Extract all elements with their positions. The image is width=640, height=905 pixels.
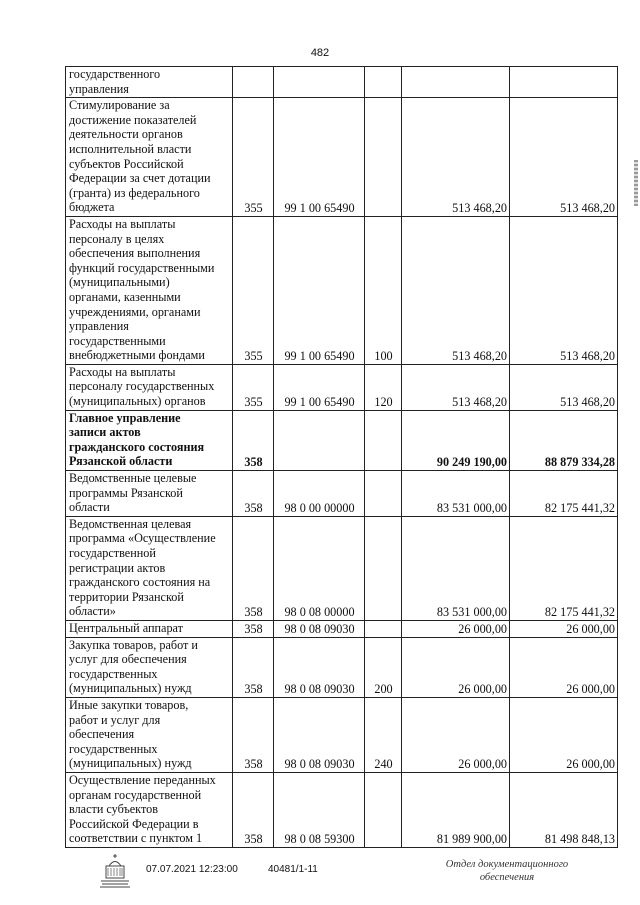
footer-dept-line1: Отдел документационного [445, 859, 569, 870]
row-name-line: Осуществление переданных [69, 772, 216, 787]
table-row [66, 98, 618, 217]
expense-type-cell [365, 620, 402, 637]
classification-cell: 99 1 00 65490 [274, 98, 365, 217]
row-name-line: (гранта) из федерального [69, 185, 200, 200]
table-row [66, 516, 618, 620]
row-name-line: (муниципальных) нужд [69, 756, 192, 771]
amount-plan-cell: 81 989 900,00 [402, 772, 510, 847]
row-name-line: регистрации актов [69, 560, 166, 575]
amount-plan-cell: 513 468,20 [402, 98, 510, 217]
admin-code-cell: 355 [233, 364, 274, 410]
classification-cell: 98 0 08 09030 [274, 697, 365, 772]
amount-exec-cell: 513 468,20 [510, 98, 618, 217]
row-name-line: учреждениями, органами [69, 304, 201, 319]
row-name-cell [66, 516, 233, 620]
row-name-line: (муниципальными) [69, 275, 170, 290]
amount-exec-cell [510, 67, 618, 98]
amount-plan-cell: 83 531 000,00 [402, 471, 510, 517]
expense-type-cell: 240 [365, 697, 402, 772]
row-name-line: Главное управление [69, 410, 181, 425]
amount-exec-cell: 513 468,20 [510, 216, 618, 364]
admin-code-cell: 358 [233, 620, 274, 637]
footer-department [432, 858, 582, 884]
amount-exec-cell: 26 000,00 [510, 620, 618, 637]
table-row [66, 637, 618, 697]
row-name-line: гражданского состояния на [69, 575, 211, 590]
row-name-line: Стимулирование за [69, 98, 170, 113]
expense-type-cell [365, 67, 402, 98]
footer-datetime: 07.07.2021 12:23:00 [146, 864, 238, 875]
row-name-line: соответствии с пунктом 1 [69, 831, 203, 846]
table-row [66, 697, 618, 772]
table-row [66, 620, 618, 637]
row-name-line: записи актов [69, 425, 141, 440]
row-name-line: Ведомственная целевая [69, 516, 192, 531]
row-name-line: территории Рязанской [69, 589, 184, 604]
row-name-line: бюджета [69, 200, 115, 215]
expense-type-cell: 100 [365, 216, 402, 364]
amount-exec-cell: 26 000,00 [510, 697, 618, 772]
table-row [66, 67, 618, 98]
admin-code-cell: 358 [233, 471, 274, 517]
row-name-line: работ и услуг для [69, 712, 161, 727]
row-name-line: Рязанской области [69, 454, 173, 469]
classification-cell: 98 0 08 59300 [274, 772, 365, 847]
row-name-line: Иные закупки товаров, [69, 697, 189, 712]
amount-plan-cell: 26 000,00 [402, 697, 510, 772]
row-name-line: государственных [69, 666, 158, 681]
classification-cell: 98 0 00 00000 [274, 471, 365, 517]
row-name-line: персоналу государственных [69, 379, 215, 394]
row-name-line: области» [69, 604, 116, 619]
row-name-line: исполнительной власти [69, 141, 192, 156]
classification-cell: 99 1 00 65490 [274, 216, 365, 364]
admin-code-cell: 358 [233, 772, 274, 847]
classification-cell: 99 1 00 65490 [274, 364, 365, 410]
classification-cell: 98 0 08 09030 [274, 620, 365, 637]
admin-code-cell: 358 [233, 697, 274, 772]
row-name-line: достижение показателей [69, 112, 197, 127]
building-emblem-icon [98, 852, 132, 888]
row-name-line: программы Рязанской [69, 485, 183, 500]
row-name-cell [66, 216, 233, 364]
amount-plan-cell: 513 468,20 [402, 216, 510, 364]
row-name-line: гражданского состояния [69, 439, 205, 454]
row-name-line: управления [69, 81, 129, 96]
admin-code-cell: 355 [233, 216, 274, 364]
footer-doc-number: 40481/1-11 [268, 864, 318, 875]
table-row [66, 471, 618, 517]
row-name-cell [66, 772, 233, 847]
budget-table-body [66, 67, 618, 848]
row-name-line: государственных [69, 741, 158, 756]
row-name-line: программа «Осуществление [69, 531, 216, 546]
table-row [66, 772, 618, 847]
row-name-line: области [69, 500, 110, 515]
expense-type-cell [365, 98, 402, 217]
row-name-line: (муниципальных) органов [69, 394, 206, 409]
row-name-line: (муниципальных) нужд [69, 681, 192, 696]
row-name-cell [66, 98, 233, 217]
admin-code-cell: 355 [233, 98, 274, 217]
amount-exec-cell: 88 879 334,28 [510, 410, 618, 470]
amount-exec-cell: 513 468,20 [510, 364, 618, 410]
amount-exec-cell: 26 000,00 [510, 637, 618, 697]
row-name-cell [66, 637, 233, 697]
row-name-line: органам государственной [69, 787, 202, 802]
amount-plan-cell: 90 249 190,00 [402, 410, 510, 470]
row-name-line: обеспечения [69, 727, 135, 742]
table-row [66, 410, 618, 470]
admin-code-cell: 358 [233, 410, 274, 470]
row-name-line: Расходы на выплаты [69, 364, 176, 379]
amount-plan-cell [402, 67, 510, 98]
budget-table [65, 66, 618, 848]
amount-plan-cell: 83 531 000,00 [402, 516, 510, 620]
row-name-line: деятельности органов [69, 127, 183, 142]
expense-type-cell [365, 516, 402, 620]
amount-plan-cell: 26 000,00 [402, 620, 510, 637]
row-name-line: услуг для обеспечения [69, 652, 187, 667]
classification-cell [274, 67, 365, 98]
page-number: 482 [310, 47, 330, 59]
admin-code-cell: 358 [233, 637, 274, 697]
amount-exec-cell: 81 498 848,13 [510, 772, 618, 847]
row-name-line: Ведомственные целевые [69, 471, 197, 486]
row-name-cell [66, 410, 233, 470]
row-name-line: Российской Федерации в [69, 816, 199, 831]
row-name-line: власти субъектов [69, 802, 158, 817]
row-name-cell [66, 620, 233, 637]
amount-plan-cell: 26 000,00 [402, 637, 510, 697]
row-name-cell [66, 697, 233, 772]
expense-type-cell: 120 [365, 364, 402, 410]
row-name-line: государственными [69, 333, 166, 348]
amount-exec-cell: 82 175 441,32 [510, 471, 618, 517]
amount-plan-cell: 513 468,20 [402, 364, 510, 410]
classification-cell: 98 0 08 09030 [274, 637, 365, 697]
expense-type-cell [365, 471, 402, 517]
admin-code-cell: 358 [233, 516, 274, 620]
row-name-line: государственного [69, 67, 161, 81]
table-row [66, 216, 618, 364]
row-name-line: Федерации за счет дотации [69, 171, 211, 186]
row-name-cell [66, 471, 233, 517]
row-name-line: управления [69, 319, 129, 334]
row-name-cell [66, 364, 233, 410]
row-name-line: субъектов Российской [69, 156, 184, 171]
expense-type-cell: 200 [365, 637, 402, 697]
classification-cell [274, 410, 365, 470]
classification-cell: 98 0 08 00000 [274, 516, 365, 620]
table-row [66, 364, 618, 410]
row-name-cell [66, 67, 233, 98]
footer-dept-line2: обеспечения [479, 872, 535, 883]
row-name-line: обеспечения выполнения [69, 246, 201, 261]
row-name-line: персоналу в целях [69, 231, 165, 246]
amount-exec-cell: 82 175 441,32 [510, 516, 618, 620]
row-name-line: органами, казенными [69, 289, 181, 304]
row-name-line: Расходы на выплаты [69, 216, 176, 231]
row-name-line: функций государственными [69, 260, 215, 275]
row-name-line: внебюджетными фондами [69, 348, 205, 363]
scan-margin-mark [634, 160, 638, 206]
row-name-line: Центральный аппарат [69, 620, 183, 635]
admin-code-cell [233, 67, 274, 98]
row-name-line: государственной [69, 546, 156, 560]
expense-type-cell [365, 410, 402, 470]
expense-type-cell [365, 772, 402, 847]
row-name-line: Закупка товаров, работ и [69, 637, 198, 652]
